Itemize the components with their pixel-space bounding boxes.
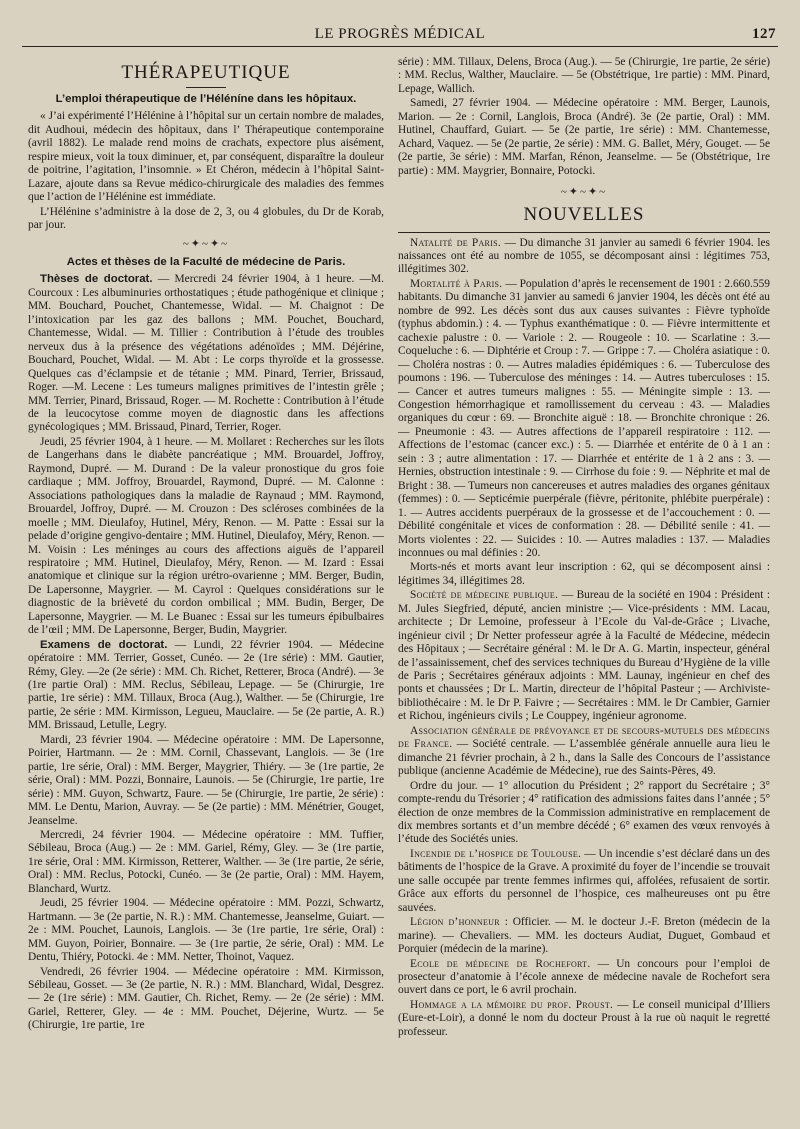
legion-label: Légion d’honneur : — [410, 916, 509, 929]
legion-paragraph — [398, 916, 770, 956]
societe-text: — Bureau de la société en 1904 : Président : M. Jules Siegfried, député, ancien ministre ;— Vice-présidents : MM. Lacau, architecte ; Dr Lemoine, professeur à l’Ecole du Val-de-Grâce ; Livache, ingénieur civil ; Dr Netter professeur agrée à la Faculté de Médecine, médecin des Hôpitaux ; — Secrétaire général : M. le Dr A. G. Martin, inspecteur, général de l’assainissement, chef des services techniques du Bureau d’Hygiène de la ville de Paris ; Secrétaires généraux adjoints : MM. Launay, ingénieur en chef des ponts et chaussées ; Dr L. Martin, directeur de l’hôpital Pasteur ; — Archiviste-bibliothécaire : M. le Dr P. Faivre ; — Secrétaires : MM. le Dr Cambier, Garnier et Richou, ingénieurs civils ; Le Couppey, ingénieur agronome. — [398, 589, 770, 723]
page-number: 127 — [752, 26, 776, 42]
theses-text: — Mercredi 24 février 1904, à 1 heure. —M. Courcoux : Les albuminuries orthostatiques ; étude pathogénique et clinique ; MM. Bouchard, Pouchet, Chantemesse, Widal. — M. Chaignot : De l’intoxication par les gaz des ballons ; MM. Pouchet, Bouchard, Chantemesse, Widal. — M. Tillier : Contribution à l’étude des troubles nerveux dus à la présence des végétations adénoïdes ; MM. Déjérine, Bouchard, Pouchet, Widal. — M. Abt : Le corps thyroïde et la grossesse. Quelques cas d’éclampsie et de tétanie ; MM. Pinard, Terrier, Brissaud, Roger. —M. Lecene : Les tumeurs malignes primitives de l’intestin grêle ; MM. Terrier, Pinard, Brissaud, Roger. — M. Rochette : Contribution à l’étude de la leucocytose comme moyen de diagnostic dans les affections gynécologiques ; MM. Brissaud, Pinard, Terrier, Roger. — [28, 273, 384, 434]
mercredi-paragraph: Mercredi, 24 février 1904. — Médecine opératoire : MM. Tuffier, Sébileau, Broca (Aug.) — 2e : MM. Gariel, Rémy, Gley. — 3e (1re partie, 1re série, Oral : MM. Kirmisson, Retterer, Walther. — 3e (1re partie, 2e série, Oral) : MM. Reclus, Potocki, Cunéo. — 3e (2e partie, Oral) : MM. Hayem, Blanchard, Wurtz. — [28, 829, 384, 895]
association-text: — Société centrale. — L’assemblée générale annuelle aura lieu le dimanche 21 février prochain, à 2 h., dans la Salle des Concours de l’assistance publique (ancienne Académie de Médecine), rue des Saints-Pères, 49. — [398, 738, 770, 778]
incendie-label: Incendie de l’hospice de Toulouse. — [410, 847, 582, 860]
section-title-therapeutique: THÉRAPEUTIQUE — [121, 62, 291, 83]
natalite-paragraph — [398, 237, 770, 277]
left-column — [28, 56, 384, 1119]
running-title: LE PROGRÈS MÉDICAL — [314, 26, 486, 42]
continuation-paragraph: série) : MM. Tillaux, Delens, Broca (Aug.). — 5e (Chirurgie, 1re partie, 2e série) : MM. Reclus, Walther, Mauclaire. — 5e (Obstétrique, 1re partie) : MM. Pinard, Lepage, Wallich. — [398, 56, 770, 95]
natalite-text: — Du dimanche 31 janvier au samedi 6 février 1904. les naissances ont été au nombre de 1055, se décomposant ainsi : légitimes 753, illégitimes 302. — [398, 236, 770, 276]
ordre-paragraph: Ordre du jour. — 1° allocution du Président ; 2° rapport du Secrétaire ; 3° compte-rendu du Trésorier ; 4° ratification des admissions faites dans l’année ; 5° élection de onze membres de la Commission administrative en remplacement de dix membres sortants et d’un membre décédé ; 6° examen des vœux renvoyés à l’étude des Sociétés unies. — [398, 779, 770, 846]
title-divider — [186, 87, 226, 88]
hommage-label: Hommage a la mémoire du prof. Proust. — [410, 998, 614, 1011]
theses-label: Thèses de doctorat. — [40, 273, 153, 286]
societe-label: Société de médecine publique. — [410, 589, 559, 602]
exam-paragraph — [28, 639, 384, 733]
ecole-text: — Un concours pour l’emploi de prosecteur d’anatomie à l’école annexe de médecine navale de Rochefort sera ouvert dans ce port, le 6 avril prochain. — [398, 957, 770, 997]
paragraph-helenine-2: L’Hélénine s’administre à la dose de 2, 3, ou 4 globules, du Dr de Korab, par jour. — [28, 205, 384, 232]
natalite-label: Natalité de Paris. — [410, 236, 502, 249]
mortalite-paragraph — [398, 278, 770, 561]
ornament-divider: ~✦~✦~ — [182, 237, 230, 250]
exam-text: — Lundi, 22 février 1904. — Médecine opératoire : MM. Terrier, Gosset, Cunéo. — 2e (1re série) : MM. Gautier, Rémy, Gley. —2e (2e série) : MM. Ch. Richet, Retterer, Broca (André). — 3e (1re partie Oral) : MM. Reclus, Sébileau, Lepage. — 5e (Chirurgie, 1re partie, 1re série) : MM. Tillaux, Broca (Aug.), Walther. — 5e (Chirurgie, 1re partie, 2e série : MM. Kirmisson, Legueu, Mauclaire. — 5e (2e partie, A. R.) MM. Brissaud, Letulle, Legry. — [28, 638, 384, 732]
mardi-paragraph: Mardi, 23 février 1904. — Médecine opératoire : MM. De Lapersonne, Poirier, Hartmann. — 2e : MM. Cornil, Chassevant, Langlois. — 3e (1re partie, 1re série, Oral) : MM. Berger, Maygrier, Thiéry. — 3e (1re partie, 2e série, Oral) : MM. Pozzi, Bonnaire, Launois. — 5e (Chirurgie, 1re partie, 1re série) : MM. Guyon, Schwartz, Faure. — 5e (Chirurgie, 1re partie, 2e série) : MM. Le Dentu, Marion, Auvray. — 5e (2e partie) : MM. Ménétrier, Gouget, Jeanselme. — [28, 733, 384, 827]
incendie-text: — Un incendie s’est déclaré dans un des bâtiments de l’hospice de la Grave. A proximité du foyer de l’incendie se trouvait une salle occupée par trente femmes infirmes qui, affolées, refusaient de sortir. Grâce aux efforts du personnel de l’hospice, ces malheureuses ont pu être sauvées. — [398, 847, 770, 914]
exam-label: Examens de doctorat. — [40, 638, 168, 651]
hommage-text: — Le conseil municipal d’Illiers (Eure-et-Loir), a donné le nom du docteur Proust à la rue où naquit le regretté professeur. — [398, 998, 770, 1038]
ornament-divider-right: ~✦~✦~ — [560, 186, 608, 199]
page-header — [22, 22, 778, 47]
mortalite-text: — Population d’après le recensement de 1901 : 2.660.559 habitants. Du dimanche 31 janvier au samedi 6 janvier 1904, les décès ont été au nombre de 992. Les décès sont dus aux causes suivantes : Fièvre typhoïde (typhus abdomin.) : 4. — Typhus exanthématique : 0. — Fièvre intermittente et cachexie palustre : 0. — Variole : 2. — Rougeole : 10. — Scarlatine : 3.— Coqueluche : 6. — Diphtérie et Croup : 7. — Grippe : 7. — Choléra asiatique : 0. — Choléra nostras : 0. — Autres maladies épidémiques : 6. — Tuberculose des poumons : 196. — Tuberculose des méninges : 14. — Autres tuberculoses : 15. — Cancer et autres tumeurs malignes : 55. — Méningite simple : 13. — Congestion hémorrhagique et ramollissement du cerveau : 43. — Maladies organiques du cœur : 69. — Bronchite aiguë : 18. — Bronchite chronique : 26. — Pneumonie : 43. — Autres affections de l’appareil respiratoire : 112. — Affections de l’estomac (cancer exc.) : 5. — Diarrhée et entérite de 0 à 1 an : sein : 3 ; autre alimentation : 17. — Diarrhée et entérite de 1 à 2 ans : 3. — Hernies, obstruction intestinale : 9. — Cirrhose du foie : 9. — Néphrite et mal de Bright : 38. — Tumeurs non cancereuses et autres maladies des organes génitaux (femmes) : 0. — Septicémie puerpérale (fièvre, péritonite, phlébite puerpérale) : 1. — Autres accidents puerpéraux de la grossesse et de l’accouchement : 0. — Débilité congénitale et vices de conformation : 28. — Débilité senile : 41. — Morts violentes : 22. — Suicides : 10. — Autres maladies : 137. — Maladies inconnues ou mal définies : 20. — [398, 277, 770, 559]
acts-heading: Actes et thèses de la Faculté de médecine de Paris. — [66, 255, 346, 268]
nouvelles-rule — [398, 232, 770, 233]
association-paragraph — [398, 725, 770, 779]
samedi-paragraph: Samedi, 27 février 1904. — Médecine opératoire : MM. Berger, Launois, Marion. — 2e : Cornil, Langlois, Broca (André). 3e (2e partie, Oral) : MM. Hutinel, Chauffard, Guiart. — 5e (2e partie, 1re série) : MM. Chantemesse, Achard, Vaquez. — 5e (2e partie, 2e série) : MM. G. Ballet, Méry, Gouget. — 5e (2e partie, 3e série) : MM. Marfan, Rénon, Jeanselme. — 5e (Obstétrique, 1re partie) : MM. Maygrier, Bonnaire, Potocki. — [398, 97, 770, 177]
societe-paragraph — [398, 589, 770, 724]
ecole-label: Ecole de médecine de Rochefort. — [410, 957, 591, 970]
section-title-nouvelles: NOUVELLES — [523, 203, 645, 225]
legion-text: Officier. — M. le docteur J.-F. Breton (médecin de la marine). — Chevaliers. — MM. les docteurs Audiat, Duguet, Gombaud et Porquier (médecin de la marine). — [398, 916, 770, 956]
jeudi-theses-paragraph: Jeudi, 25 février 1904, à 1 heure. — M. Mollaret : Recherches sur les îlots de Langerhans dans le diabète pancréatique ; MM. Brouardel, Joffroy, Raymond, Dupré. — M. Durand : De la valeur pronostique du gros foie cardiaque ; MM. Joffroy, Brouardel, Raymond, Dupré. — M. Calonne : Associations pathologiques dans la maladie de Raynaud ; MM. Raymond, Brouardel, Joffroy, Dupré. — M. Crouzon : Des scléroses combinées de la moelle ; MM. Dieulafoy, Hutinel, Méry, Renon. — M. Patte : Essai sur la pelade d’origine gengivo-dentaire ; MM. Hutinel, Dieulafoy, Méry, Renon. — M. Voisin : Les méninges au cours des affections aiguës de l’appareil respiratoire ; MM. Hutinel, Dieulafoy, Méry, Renon. — M. Izard : Essai anatomique et clinique sur la région urétro-ovarienne ; MM. Berger, Budin, De Lapersonne, Maygrier. — M. Cayrol : Quelques considérations sur le diagnostic de la brièveté du cordon ombilical ; MM. Budin, Berger, De Lapersonne, Maygrier. — M. Le Buanec : Essai sur les tumeurs épibulbaires de l’œil ; MM. De Lapersonne, Berger, Budin, Maygrier. — [28, 435, 384, 637]
theses-paragraph — [28, 273, 384, 434]
paragraph-helenine-1: « J’ai expérimenté l’Hélénine à l’hôpital sur un certain nombre de malades, dit Audhoui, médecin des hôpitaux, dans l’ Thérapeutique contemporaine (avril 1882). Le malade rend moins de crachats, expectore plus aisément, respire mieux, voit la toux diminuer, et, par conséquent, disparaître la douleur de poitrine, l’agitation, l’insomnie. » Et Chéron, médecin à l’hôpital Saint-Lazare, ajoute dans sa Revue médico-chirurgicale des maladies des femmes que l’action de l’Hélénine est immédiate. — [28, 110, 384, 204]
jeudi-exam-paragraph: Jeudi, 25 février 1904. — Médecine opératoire : MM. Pozzi, Schwartz, Hartmann. — 3e (2e partie, N. R.) : MM. Chantemesse, Jeanselme, Guiart. — 2e : MM. Pouchet, Launois, Langlois. — 3e (1re partie, 1re série, Oral) : MM. Guyon, Poirier, Bonnaire. — 3e (1re partie, 2e série, Oral) : MM. Le Dentu, Thiéry, Potocki. 4e : MM. Netter, Thoinot, Vaquez. — [28, 897, 384, 964]
morts-nes-paragraph: Morts-nés et morts avant leur inscription : 62, qui se décomposent ainsi : légitimes 34, illégitimes 28. — [398, 561, 770, 587]
ecole-paragraph — [398, 958, 770, 998]
hommage-paragraph — [398, 999, 770, 1039]
vendredi-paragraph: Vendredi, 26 février 1904. — Médecine opératoire : MM. Kirmisson, Sébileau, Gosset. — 3e (2e partie, N. R.) : MM. Blanchard, Widal, Desgrez. — 2e (1re série) : MM. Gautier, Ch. Richet, Remy. — 2e (2e série) : MM. Gariel, Retterer, Gley. — 4e : MM. Pouchet, Déjerine, Wurtz. — 5e (Chirurgie, 1re partie, 1re — [28, 965, 384, 1032]
association-label: Association générale de prévoyance et de secours-mutuels des médecins de France. — [398, 724, 770, 751]
mortalite-label: Mortalité à Paris. — [410, 277, 503, 290]
incendie-paragraph — [398, 848, 770, 915]
article-heading-helenine: L’emploi thérapeutique de l’Héléníne dans les hôpitaux. — [55, 93, 357, 105]
right-column — [398, 56, 770, 1119]
